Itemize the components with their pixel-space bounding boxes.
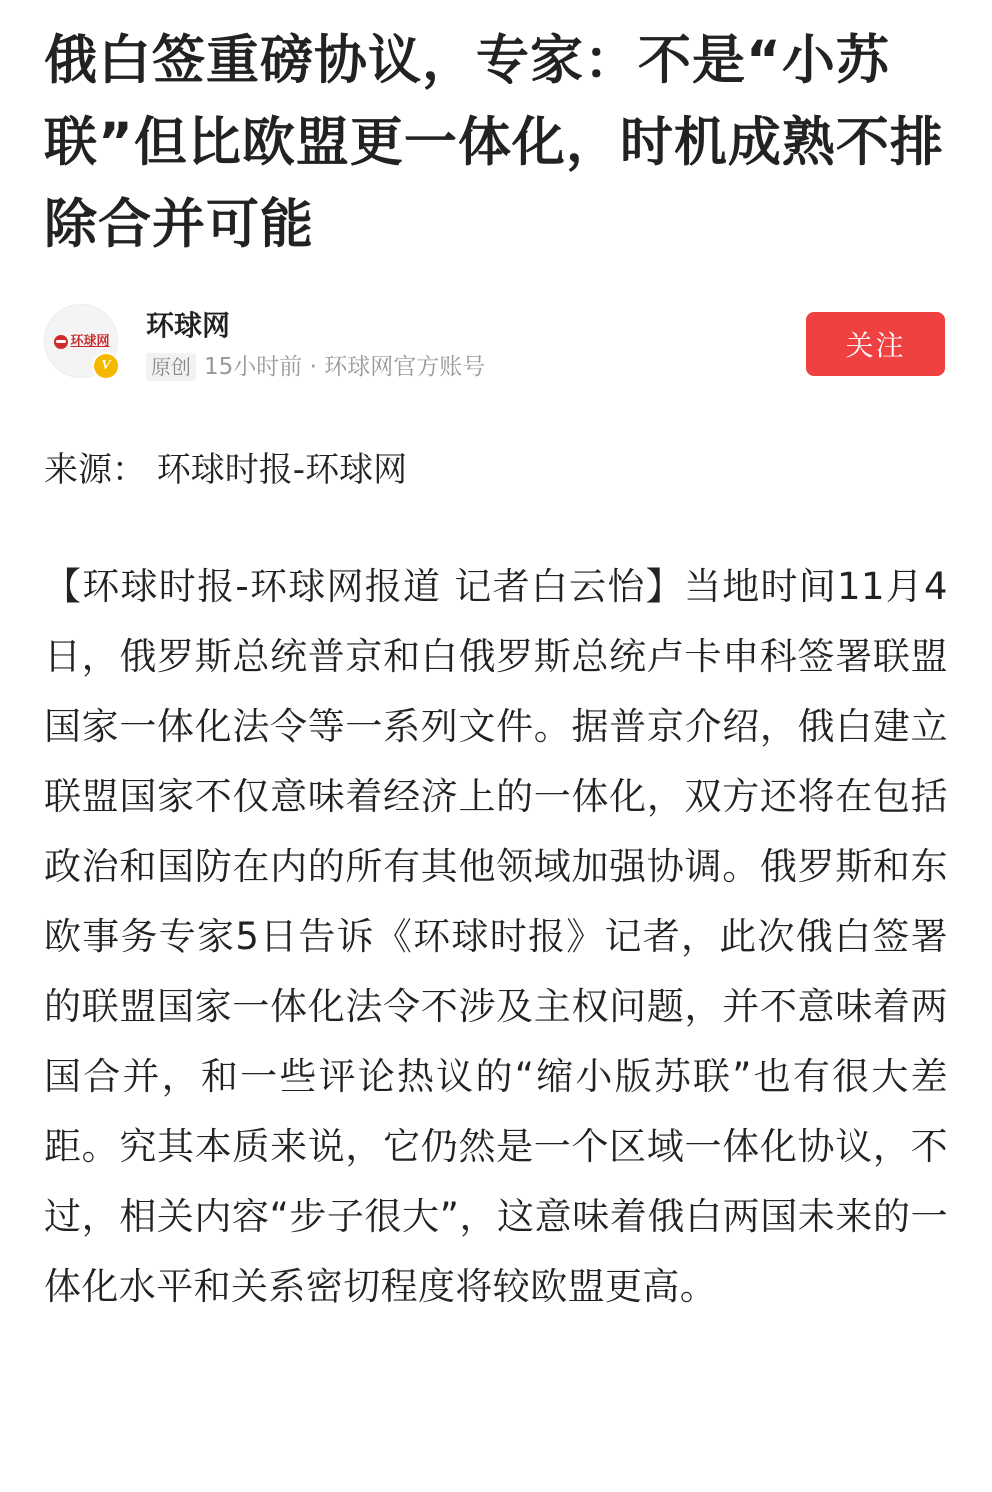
author-meta	[146, 352, 485, 382]
author-bar	[44, 304, 948, 382]
logo-mark-icon	[54, 335, 68, 349]
article-title: 俄白签重磅协议，专家：不是“小苏联”但比欧盟更一体化，时机成熟不排除合并可能	[44, 30, 944, 255]
original-tag: 原创	[146, 353, 196, 381]
author-name[interactable]: 环球网	[146, 309, 231, 342]
verified-badge-icon: V	[92, 352, 120, 380]
article-source: 来源： 环球时报-环球网	[44, 450, 408, 490]
avatar-logo-text: 环球网	[70, 334, 110, 349]
article-paragraph: 【环球时报-环球网报道 记者白云怡】当地时间11月4日，俄罗斯总统普京和白俄罗斯总统卢卡申科签署联盟国家一体化法令等一系列文件。据普京介绍，俄白建立联盟国家不仅意味着经济上的一体化，双方还将在包括政治和国防在内的所有其他领域加强协调。俄罗斯和东欧事务专家5日告诉《环球时报》记者，此次俄白签署的联盟国家一体化法令不涉及主权问题，并不意味着两国合并，和一些评论热议的“缩小版苏联”也有很大差距。究其本质来说，它仍然是一个区域一体化协议，不过，相关内容“步子很大”，这意味着俄白两国未来的一体化水平和关系密切程度将较欧盟更高。	[44, 565, 948, 1308]
huanqiu-logo-icon	[53, 332, 111, 352]
publish-meta: 15小时前 · 环球网官方账号	[204, 354, 486, 380]
follow-button[interactable]: 关注	[806, 312, 945, 376]
